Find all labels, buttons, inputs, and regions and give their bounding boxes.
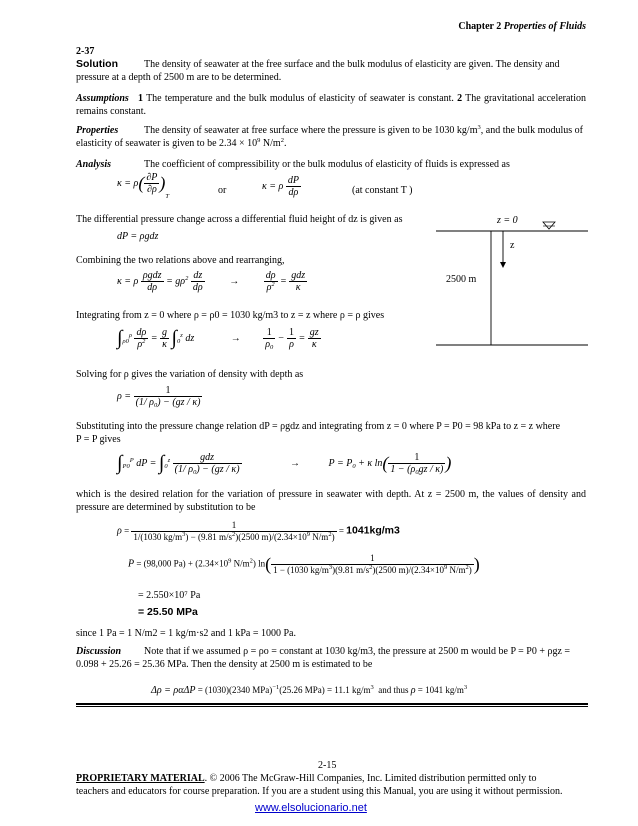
equation-rho-depth: ρ = $\frac{1}{(1/ \rho_0) - (gz / \kappa)}$ (117, 385, 201, 409)
page-number: 2-15 (318, 760, 337, 771)
assumptions-paragraph (76, 93, 586, 118)
combine-text: Combining the two relations above and rearranging, (76, 255, 285, 266)
proprietary-line-2: teachers and educators for course preparation. If you are a student using this Manual, you are using it without permission. (76, 786, 563, 797)
chapter-header (458, 21, 586, 32)
assumption-text-1: The temperature and the bulk modulus of elasticity of seawater is constant. (146, 93, 454, 104)
solution-text: The density of seawater at the free surface and the bulk modulus of elasticity are given. The density and pressure at a depth of 2500 m are to be determined. (76, 59, 560, 83)
equation-combined: κ = ρ $\frac{\text{ρgdz}}{d\rho}$ = $g\rho^2$ $\frac{dz}{d\rho}$ → $\frac{d\rho}{\rho^2}$ = $\frac{\text{gdz}}{\kappa}$ (117, 270, 306, 293)
z-arrow-head (500, 262, 506, 268)
sup-9: 9 (257, 136, 261, 144)
equation-density-estimate: Δρ = ραΔP = (1030)(2340 MPa)$^{-1}$(25.26 MPa) = 11.1 $kg/m^3$ and thus ρ = 1041 $kg/m^3$ (151, 684, 468, 696)
properties-paragraph: Properties The density of seawater at free surface where the pressure is given to be 1030 $kg/m^3$, and the bulk modulus of elasticity of seawater is given to be $2.34 \times 10^9$ $N/m^2$. (76, 124, 583, 149)
equation-dP: dP = ρgdz (117, 231, 159, 242)
sup-3: 3 (477, 124, 481, 131)
pressure-result: = 25.50 MPa (138, 606, 198, 618)
equation-pressure-result: P = (98,000 $Pa) + (2.34\times 10^9$ $N/m^2$) ln( $\frac{1}{1 - (1030 kg/m^3)(9.81 m/s^2)(2500 m)/(2.34\times 10^9 N/m^2)}$ ) (128, 553, 480, 575)
subst-paragraph (76, 421, 586, 446)
z-axis-label: z (510, 240, 515, 251)
which-text: which is the desired relation for the variation of pressure in seawater with depth. At z = 2500 m, the values of density and pressure are determined by substitution to be (76, 489, 586, 513)
assumption-text-2: The gravitational acceleration remains constant. (76, 93, 586, 117)
website-link[interactable]: www.elsolucionario.net (255, 802, 367, 814)
equation-pressure-integral: $\int_{P0}^P$ dP = $\int_0^z$ $\frac{\text{gdz}}{(1/ \rho_0) - (gz / \kappa)}$ → $P = P_0 + \kappa$ ln( $\frac{1}{1 - (\rho_0gz / \kappa)}$ ) (117, 452, 452, 476)
properties-text-b: , and the bulk modulus of elasticity of seawater is given to be 2.34 × 10 (76, 125, 583, 149)
properties-label: Properties (76, 125, 119, 136)
section-rule-thin (76, 706, 588, 707)
discussion-text-b: 0.098 + 25.26 = 25.36 MPa. Then the density at 2500 m is estimated to be (76, 658, 373, 670)
analysis-paragraph (76, 159, 586, 172)
or-word: or (218, 185, 227, 196)
proprietary-text: . © 2006 The McGraw-Hill Companies, Inc. Limited distribution permitted only to (204, 773, 537, 784)
analysis-text: The coefficient of compressibility or the bulk modulus of elasticity of fluids is expressed as (144, 159, 510, 170)
density-result: 1041kg/m3 (346, 524, 400, 537)
analysis-label: Analysis (76, 159, 112, 170)
equation-density-result: ρ = $\frac{1}{1/(1030 kg/m^3) - (9.81 m/s^2)(2500 m)/(2.34\times 10^9 N/m^2)}$ = 1041kg/m3 (117, 520, 400, 542)
discussion-paragraph (76, 646, 586, 671)
sup-2: 2 (280, 136, 284, 144)
since-text: since 1 Pa = 1 N/m2 = 1 kg/m·s2 and 1 kPa = 1000 Pa. (76, 628, 296, 639)
subst-text-b: P = P gives (76, 433, 121, 445)
free-surface-symbol (543, 222, 555, 229)
discussion-text-a: Note that if we assumed ρ = ρo = constant at 1030 kg/m3, the pressure at 2500 m would be P = P0 + ρgz = (144, 646, 571, 657)
properties-text-a: The density of seawater at free surface where the pressure is given to be 1030 kg/m (144, 125, 478, 136)
which-paragraph (76, 489, 586, 514)
discussion-label: Discussion (76, 646, 122, 657)
surface-label: z = 0 (497, 215, 518, 226)
equation-bulk-modulus: κ = ρ( $\frac{\partial P}{\partial\rho}$ )$_T$ (117, 172, 170, 200)
pressure-step: = 2.550×10⁷ Pa (138, 590, 201, 601)
subst-text-a: Substituting into the pressure change relation dP = ρgdz and integrating from z = 0 where P = P0 = 98 kPa to z = z where (76, 421, 561, 432)
properties-text-c: N/m (260, 137, 281, 149)
constant-note: (at constant T ) (352, 185, 413, 196)
integrate-text: Integrating from z = 0 where ρ = ρ0 = 1030 kg/m3 to z = z where ρ = ρ gives (76, 310, 385, 321)
equation-integral: $\int_{\rho 0}^\rho$ $\frac{d\rho}{\rho^2}$ = $\frac{g}{\kappa}$ $\int_0^z$ dz → $\frac{1}{\rho_0}$ − $\frac{1}{\rho}$ = $\frac{gz}{\kappa}$ (117, 327, 319, 351)
assumption-number-2: 2 (457, 93, 463, 104)
proprietary-label: PROPRIETARY MATERIAL (76, 773, 205, 784)
solving-text: Solving for ρ gives the variation of density with depth as (76, 369, 304, 380)
assumption-number-1: 1 (138, 93, 144, 104)
solution-paragraph (76, 58, 586, 84)
equation-bulk-modulus-2: κ = ρ $\frac{dP}{d\rho}$ (262, 175, 299, 198)
solution-label: Solution (76, 58, 118, 70)
proprietary-line-1 (76, 773, 536, 784)
assumptions-label: Assumptions (76, 93, 129, 104)
chapter-title: Properties of Fluids (503, 21, 586, 32)
section-rule-thick (76, 703, 588, 705)
chapter-number: Chapter 2 (458, 21, 502, 32)
problem-number: 2-37 (76, 46, 95, 57)
diff-text: The differential pressure change across a differential fluid height of dz is given as (76, 214, 403, 225)
depth-label: 2500 m (446, 274, 477, 285)
